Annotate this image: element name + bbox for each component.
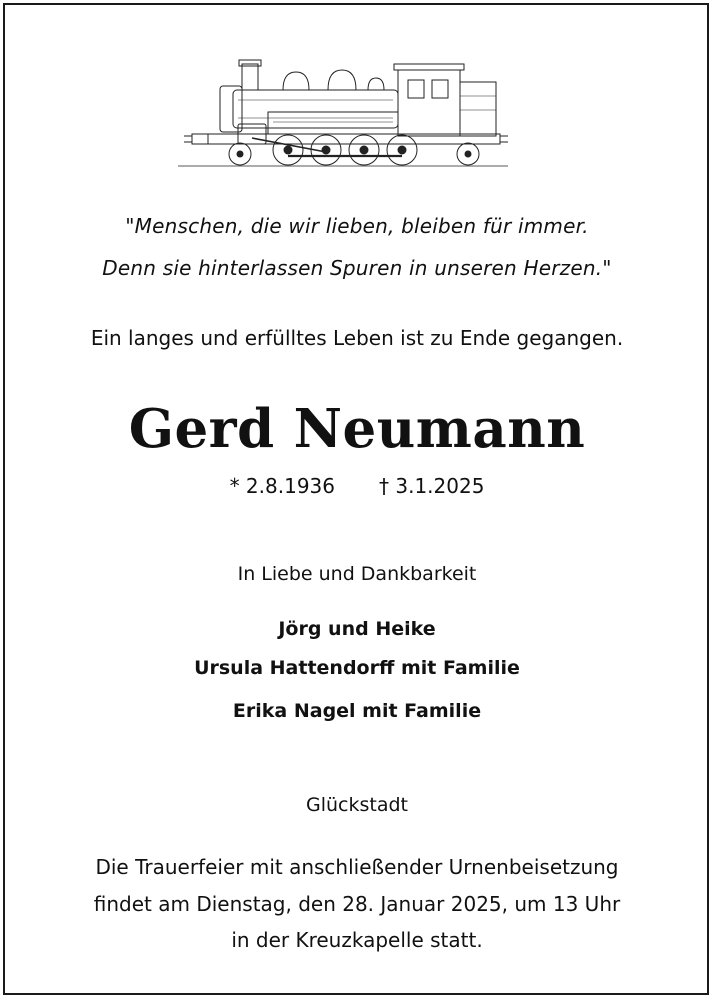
death-date: † 3.1.2025 (379, 474, 485, 498)
mourner-name: Erika Nagel mit Familie (232, 700, 482, 722)
mourner-name: Ursula Hattendorff mit Familie (194, 657, 520, 679)
life-dates (0, 474, 714, 498)
steam-locomotive-icon (178, 52, 508, 174)
place-name: Glückstadt (306, 794, 408, 816)
birth-date: * 2.8.1936 (229, 474, 335, 498)
service-line-2: findet am Dienstag, den 28. Januar 2025, um 13 Uhr (93, 892, 621, 916)
intro-text: Ein langes und erfülltes Leben ist zu Ende gegangen. (90, 326, 624, 350)
deceased-name: Gerd Neumann (128, 398, 586, 460)
quote-line-1: "Menschen, die wir lieben, bleiben für immer. (125, 214, 589, 238)
thanks-text: In Liebe und Dankbarkeit (237, 563, 477, 585)
quote-line-2: Denn sie hinterlassen Spuren in unseren Herzen." (102, 256, 612, 280)
service-line-1: Die Trauerfeier mit anschließender Urnenbeisetzung (95, 855, 619, 879)
mourner-name: Jörg und Heike (278, 618, 436, 640)
service-line-3: in der Kreuzkapelle statt. (231, 928, 483, 952)
